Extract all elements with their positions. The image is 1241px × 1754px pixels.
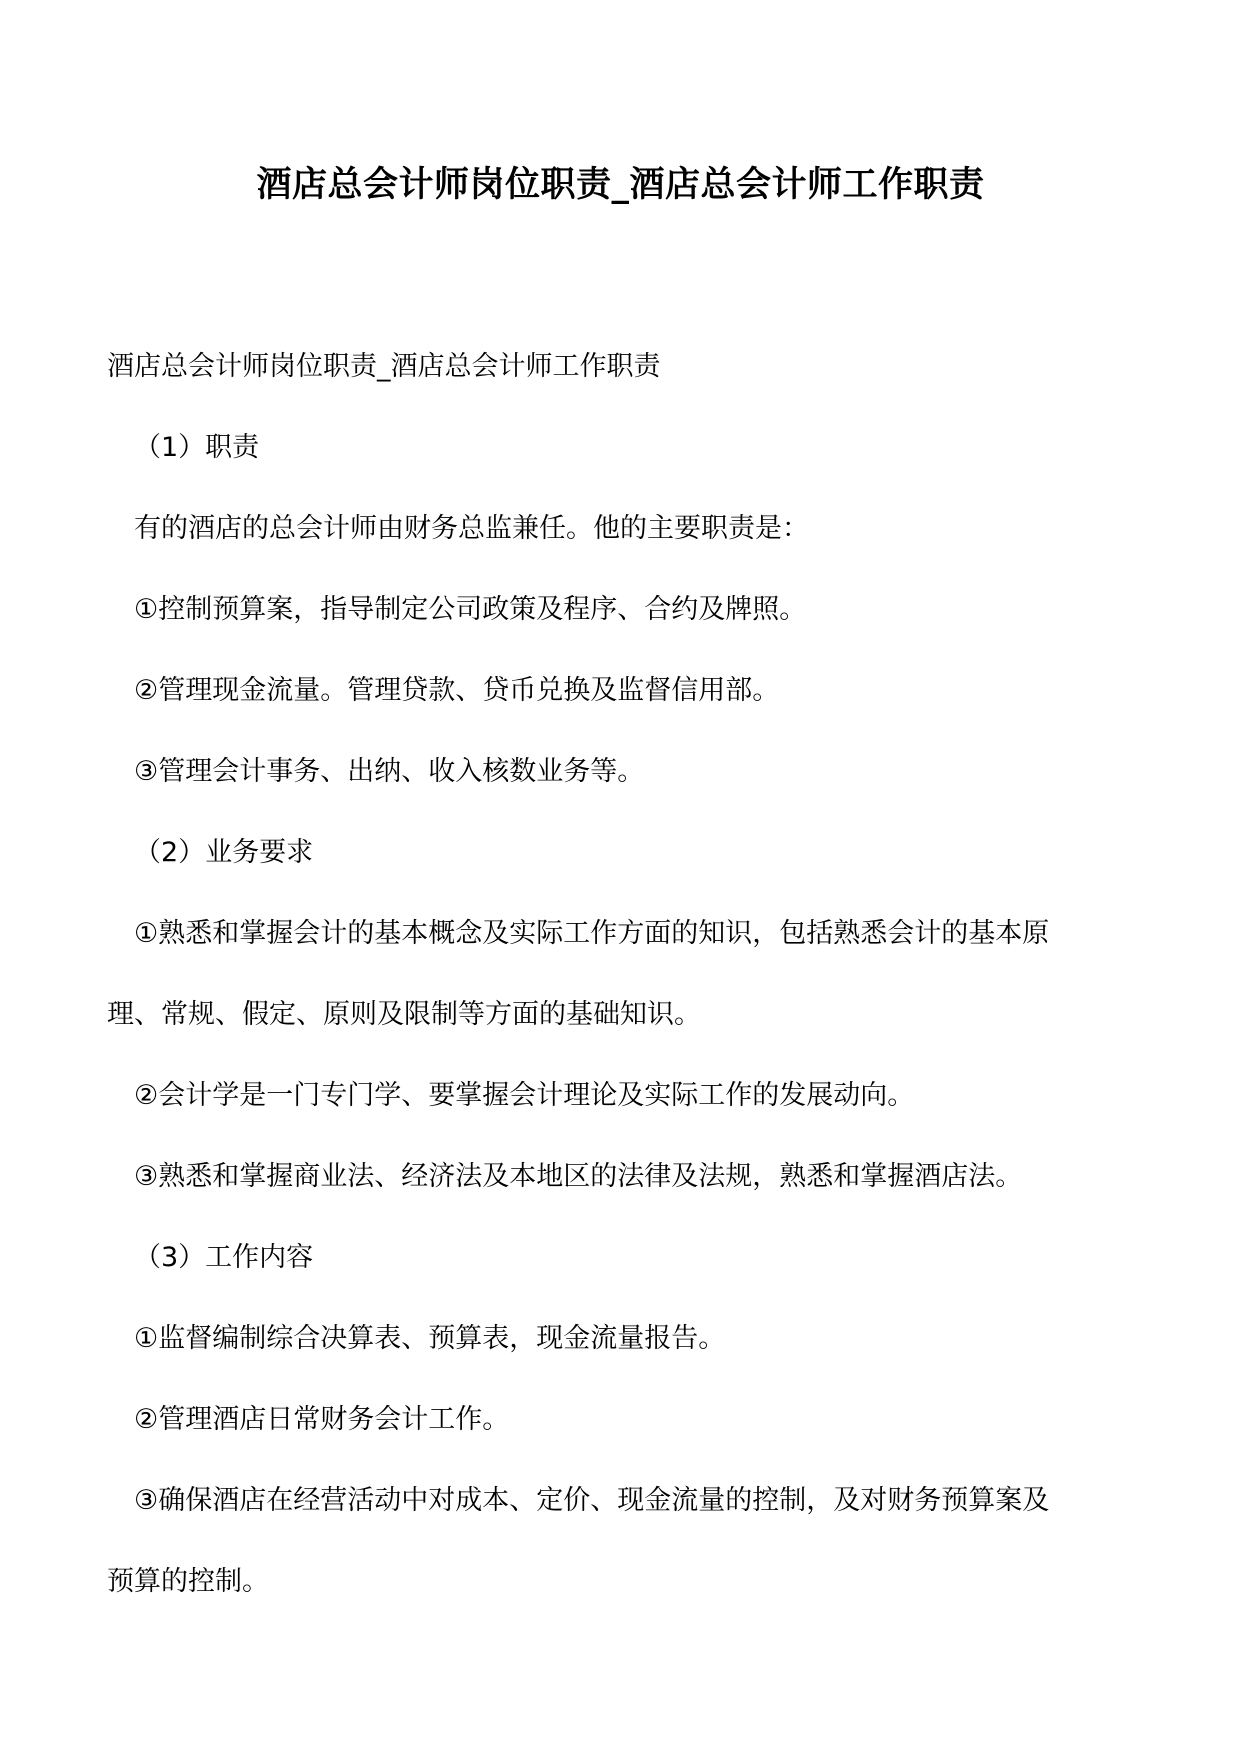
list-item: ③确保酒店在经营活动中对成本、定价、现金流量的控制，及对财务预算案及	[134, 1485, 1050, 1516]
section-heading-requirements: （2）业务要求	[134, 837, 314, 868]
list-item: ①熟悉和掌握会计的基本概念及实际工作方面的知识，包括熟悉会计的基本原	[134, 918, 1050, 949]
list-item: ①控制预算案，指导制定公司政策及程序、合约及牌照。	[134, 594, 807, 625]
document-title: 酒店总会计师岗位职责_酒店总会计师工作职责	[256, 164, 985, 205]
list-item: ①监督编制综合决算表、预算表，现金流量报告。	[134, 1323, 726, 1354]
section-heading-duties: （1）职责	[134, 432, 260, 463]
body-line: 有的酒店的总会计师由财务总监兼任。他的主要职责是：	[134, 513, 809, 544]
section-heading-work-content: （3）工作内容	[134, 1242, 314, 1273]
list-item: ②会计学是一门专门学、要掌握会计理论及实际工作的发展动向。	[134, 1080, 915, 1111]
list-item: ②管理酒店日常财务会计工作。	[134, 1404, 510, 1435]
list-item-continuation: 理、常规、假定、原则及限制等方面的基础知识。	[107, 999, 701, 1030]
list-item: ③管理会计事务、出纳、收入核数业务等。	[134, 756, 645, 787]
body-line-intro: 酒店总会计师岗位职责_酒店总会计师工作职责	[107, 351, 661, 382]
list-item: ②管理现金流量。管理贷款、贷币兑换及监督信用部。	[134, 675, 780, 706]
list-item-continuation: 预算的控制。	[107, 1566, 269, 1597]
list-item: ③熟悉和掌握商业法、经济法及本地区的法律及法规，熟悉和掌握酒店法。	[134, 1161, 1023, 1192]
